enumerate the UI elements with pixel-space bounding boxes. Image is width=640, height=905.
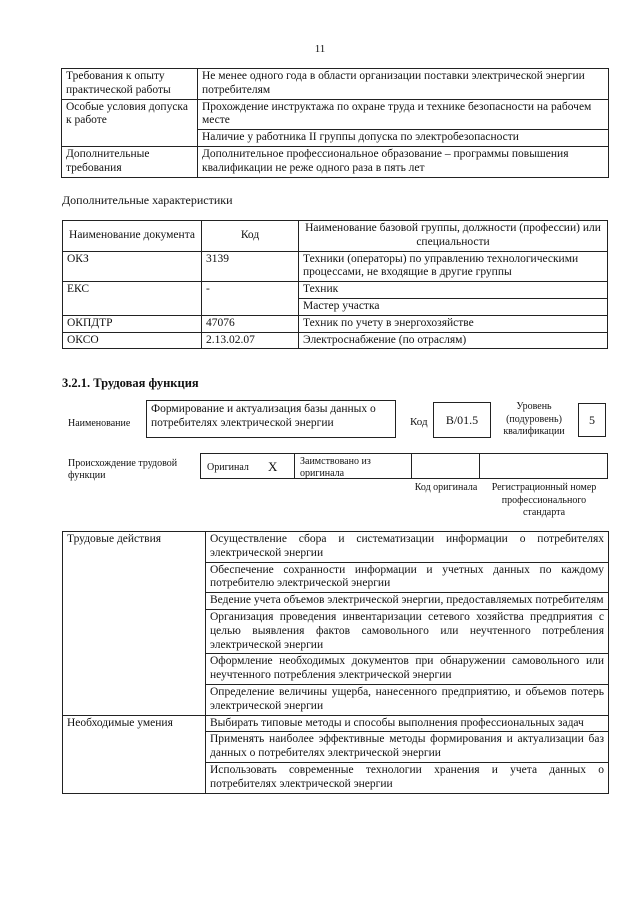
requirements-table xyxy=(61,68,609,178)
original-mark: X xyxy=(268,459,278,474)
table-row xyxy=(62,99,609,130)
skill: Применять наиболее эффективные методы формирования и актуализации баз данных о потребителях электрической энергии xyxy=(206,732,609,763)
labor-action: Обеспечение сохранности информации и учетных данных по каждому потребителю электрической энергии xyxy=(206,562,609,593)
table-row xyxy=(63,315,608,332)
requirement-label: Особые условия допуска к работе xyxy=(62,99,198,146)
doc-cell: ЕКС xyxy=(63,282,202,316)
level-value: 5 xyxy=(578,403,606,437)
reg-caption: Регистрационный номер профессионального стандарта xyxy=(491,482,597,518)
code-cell: 2.13.02.07 xyxy=(202,332,299,349)
requirement-label: Требования к опыту практической работы xyxy=(62,69,198,100)
column-header: Наименование базовой группы, должности (профессии) или специальности xyxy=(299,221,608,252)
requirement-value: Наличие у работника II группы допуска по электробезопасности xyxy=(198,130,609,147)
table-header-row xyxy=(63,221,608,252)
name-cell: Мастер участка xyxy=(299,298,608,315)
labor-action: Определение величины ущерба, нанесенного предприятию, и объемов потерь электрической энергии xyxy=(206,684,609,715)
name-cell: Электроснабжение (по отраслям) xyxy=(299,332,608,349)
code-cell: 47076 xyxy=(202,315,299,332)
doc-cell: ОКЗ xyxy=(63,251,202,282)
page-number: 11 xyxy=(314,43,326,55)
requirement-label: Дополнительные требования xyxy=(62,146,198,177)
original-label: Оригинал xyxy=(207,462,249,473)
doc-cell: ОКСО xyxy=(63,332,202,349)
table-row xyxy=(62,146,609,177)
level-label: Уровень (подуровень) квалификации xyxy=(503,401,565,437)
labor-action: Ведение учета объемов электрической энергии, предоставляемых потребителям xyxy=(206,593,609,610)
table-row xyxy=(63,332,608,349)
labor-action: Организация проведения инвентаризации сетевого хозяйства предприятия с целью выявления фактов самовольного или неучтенного потребления электрической энергии xyxy=(206,609,609,653)
code-cell: - xyxy=(202,282,299,316)
table-row xyxy=(63,282,608,299)
extra-heading: Дополнительные характеристики xyxy=(62,193,233,207)
labor-actions-label: Трудовые действия xyxy=(63,532,206,716)
actions-table xyxy=(62,531,609,794)
skills-label: Необходимые умения xyxy=(63,715,206,793)
name-cell: Техники (операторы) по управлению технологическими процессами, не входящие в другие группы xyxy=(299,251,608,282)
table-row xyxy=(62,69,609,100)
function-name-label: Наименование xyxy=(68,418,131,429)
extra-table xyxy=(62,220,608,349)
divider xyxy=(294,453,295,479)
table-row xyxy=(63,251,608,282)
origin-box xyxy=(200,453,608,479)
labor-action: Осуществление сбора и систематизации информации о потребителях электрической энергии xyxy=(206,532,609,563)
function-code-label: Код xyxy=(410,416,428,428)
requirement-value: Дополнительное профессиональное образование – программы повышения квалификации не реже одного раза в пять лет xyxy=(198,146,609,177)
divider xyxy=(411,453,412,479)
requirement-value: Не менее одного года в области организации поставки электрической энергии потребителям xyxy=(198,69,609,100)
column-header: Код xyxy=(202,221,299,252)
name-cell: Техник по учету в энергохозяйстве xyxy=(299,315,608,332)
table-row xyxy=(63,532,609,563)
requirement-value: Прохождение инструктажа по охране труда и технике безопасности на рабочем месте xyxy=(198,99,609,130)
doc-cell: ОКПДТР xyxy=(63,315,202,332)
skill: Выбирать типовые методы и способы выполнения профессиональных задач xyxy=(206,715,609,732)
borrowed-label: Заимствовано из оригинала xyxy=(300,456,371,479)
labor-action: Оформление необходимых документов при обнаружении самовольного или неучтенного потребления электрической энергии xyxy=(206,654,609,685)
function-heading: 3.2.1. Трудовая функция xyxy=(62,376,199,390)
skill: Использовать современные технологии хранения и учета данных о потребителях электрической энергии xyxy=(206,762,609,793)
code-cell: 3139 xyxy=(202,251,299,282)
divider xyxy=(479,453,480,479)
column-header: Наименование документа xyxy=(63,221,202,252)
function-name: Формирование и актуализация базы данных о потребителях электрической энергии xyxy=(146,400,396,438)
origin-label: Происхождение трудовой функции xyxy=(68,458,178,481)
function-code: B/01.5 xyxy=(433,402,491,438)
code-caption: Код оригинала xyxy=(414,482,478,493)
name-cell: Техник xyxy=(299,282,608,299)
table-row xyxy=(63,715,609,732)
